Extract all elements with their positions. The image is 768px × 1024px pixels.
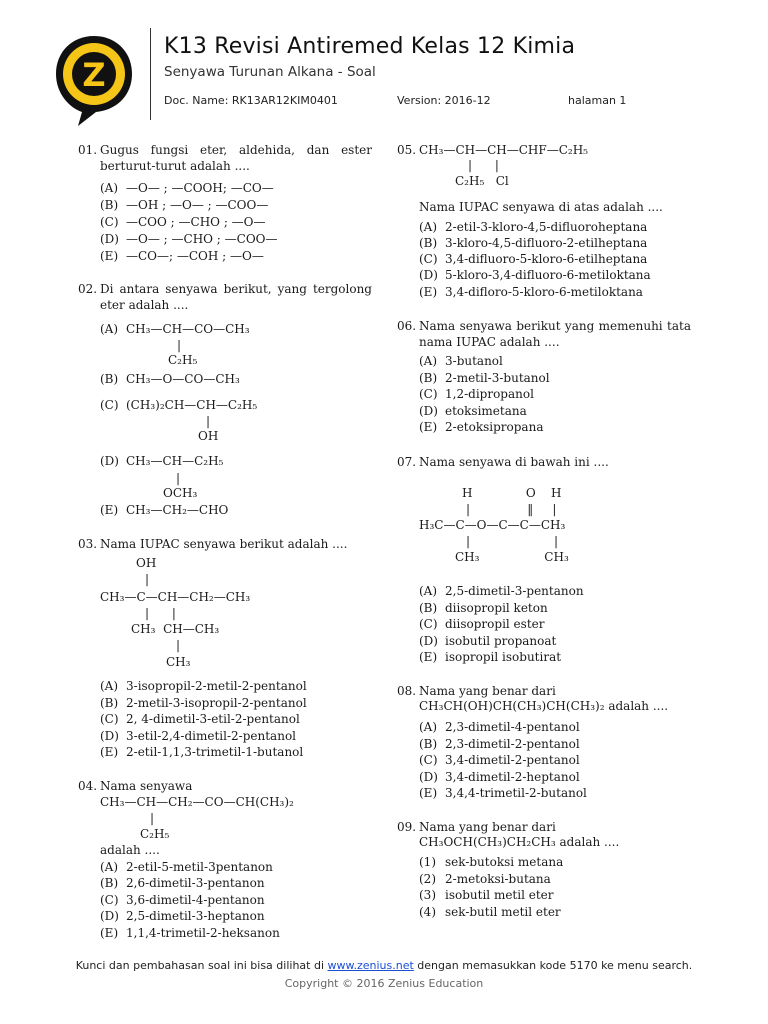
option-a: (A) 2-etil-5-metil-3pentanon bbox=[100, 860, 273, 874]
formula: CH₃—O—CO—CH₃ bbox=[126, 372, 240, 386]
question-text: Nama IUPAC senyawa berikut adalah .... bbox=[100, 537, 348, 551]
formula: CH₃—CH—C₂H₅ bbox=[126, 454, 224, 468]
option-d: (D) 2,5-dimetil-3-heptanon bbox=[100, 909, 265, 923]
option-a: (A) CH₃—CH—CO—CH₃ bbox=[100, 322, 250, 336]
page-number: halaman 1 bbox=[568, 94, 627, 107]
option-e: (E) 2-etil-1,1,3-trimetil-1-butanol bbox=[100, 745, 304, 759]
question-text: Nama senyawa bbox=[100, 779, 193, 793]
option-e: (E) CH₃—CH₂—CHO bbox=[100, 503, 229, 517]
question-number: 03. bbox=[78, 537, 98, 551]
bond-line: | bbox=[145, 572, 150, 586]
question-text: Nama yang benar dari bbox=[419, 684, 556, 698]
structure-main-chain: CH₃—CH—CH—CHF—C₂H₅ bbox=[419, 143, 588, 157]
bond-line: | bbox=[206, 414, 211, 428]
question-number: 07. bbox=[397, 455, 417, 469]
substituent: C₂H₅ Cl bbox=[455, 174, 509, 188]
option-a: (A) —O— ; —COOH; —CO— bbox=[100, 181, 274, 195]
option-d: (D) 3-etil-2,4-dimetil-2-pentanol bbox=[100, 729, 297, 743]
question-number: 08. bbox=[397, 684, 417, 698]
question-text: Nama yang benar dari bbox=[419, 820, 556, 834]
option-1: (1) sek-butoksi metana bbox=[419, 855, 564, 869]
question-number: 09. bbox=[397, 820, 417, 834]
option-c: (C) (CH₃)₂CH—CH—C₂H₅ bbox=[100, 398, 258, 412]
option-d: (D) 5-kloro-3,4-difluoro-6-metiloktana bbox=[419, 268, 651, 282]
option-c: (C) 3,4-dimetil-2-pentanol bbox=[419, 753, 580, 767]
option-e: (E) —CO—; —COH ; —O— bbox=[100, 249, 264, 263]
option-d: (D) 3,4-dimetil-2-heptanol bbox=[419, 770, 580, 784]
page-subtitle: Senyawa Turunan Alkana - Soal bbox=[164, 64, 376, 80]
bond-line: | bbox=[176, 638, 181, 652]
page-title: K13 Revisi Antiremed Kelas 12 Kimia bbox=[164, 34, 576, 59]
question-text: Nama senyawa di bawah ini .... bbox=[419, 455, 609, 469]
option-c: (C) 3,6-dimetil-4-pentanon bbox=[100, 893, 265, 907]
copyright: Copyright © 2016 Zenius Education bbox=[284, 977, 484, 990]
option-a: (A) 3-isopropil-2-metil-2-pentanol bbox=[100, 679, 307, 693]
formula: CH₃—CH—CO—CH₃ bbox=[126, 322, 250, 336]
bond-line: | bbox=[176, 471, 181, 485]
question-text: Di antara senyawa berikut, yang tergolong eter adalah .... bbox=[100, 282, 372, 312]
option-a: (A) 2-etil-3-kloro-4,5-difluoroheptana bbox=[419, 220, 648, 234]
structure-main-chain: CH₃—C—CH—CH₂—CH₃ bbox=[100, 590, 251, 604]
substituent: C₂H₅ bbox=[140, 827, 170, 841]
option-a: (A) 2,5-dimetil-3-pentanon bbox=[419, 584, 584, 598]
option-c: (C) diisopropil ester bbox=[419, 617, 545, 631]
substituent: C₂H₅ bbox=[168, 353, 198, 367]
structure-row: CH₃ CH—CH₃ bbox=[131, 622, 220, 636]
option-b: (B) 2,3-dimetil-2-pentanol bbox=[419, 737, 580, 751]
option-a: (A) 2,3-dimetil-4-pentanol bbox=[419, 720, 580, 734]
question-text: Gugus fungsi eter, aldehida, dan ester berturut-turut adalah .... bbox=[100, 143, 372, 173]
zenius-link[interactable]: www.zenius.net bbox=[327, 959, 414, 972]
doc-version: Version: 2016-12 bbox=[397, 94, 491, 107]
structure-top: H O H bbox=[462, 486, 562, 500]
option-b: (B) —OH ; —O— ; —COO— bbox=[100, 198, 269, 212]
question-number: 06. bbox=[397, 319, 417, 333]
option-e: (E) 3,4,4-trimetil-2-butanol bbox=[419, 786, 587, 800]
structure-top: OH bbox=[136, 556, 157, 570]
formula: (CH₃)₂CH—CH—C₂H₅ bbox=[126, 398, 258, 412]
option-d: (D) etoksimetana bbox=[419, 404, 527, 418]
option-3: (3) isobutil metil eter bbox=[419, 888, 554, 902]
option-b: (B) 2-metil-3-butanol bbox=[419, 371, 550, 385]
substituent: OH bbox=[198, 429, 219, 443]
option-d: (D) CH₃—CH—C₂H₅ bbox=[100, 454, 224, 468]
option-d: (D) —O— ; —CHO ; —COO— bbox=[100, 232, 278, 246]
zenius-logo bbox=[52, 32, 136, 128]
formula: CH₃—CH₂—CHO bbox=[126, 503, 229, 517]
option-b: (B) diisopropil keton bbox=[419, 601, 548, 615]
footer-note: Kunci dan pembahasan soal ini bisa dilihat di www.zenius.net dengan memasukkan kode 5170 ke menu search. bbox=[75, 959, 693, 972]
substituent: OCH₃ bbox=[163, 486, 198, 500]
bond-line: | | bbox=[145, 606, 176, 620]
question-number: 01. bbox=[78, 143, 98, 157]
bond-line: | bbox=[150, 811, 155, 825]
option-c: (C) —COO ; —CHO ; —O— bbox=[100, 215, 266, 229]
question-text-cont: adalah .... bbox=[100, 843, 160, 857]
bond-line: | | bbox=[468, 158, 499, 172]
option-c: (C) 3,4-difluoro-5-kloro-6-etilheptana bbox=[419, 252, 648, 266]
option-e: (E) 1,1,4-trimetil-2-heksanon bbox=[100, 926, 280, 940]
doc-name: Doc. Name: RK13AR12KIM0401 bbox=[164, 94, 338, 107]
option-b: (B) 3-kloro-4,5-difluoro-2-etilheptana bbox=[419, 236, 648, 250]
structure-main-chain: CH₃—CH—CH₂—CO—CH(CH₃)₂ bbox=[100, 795, 294, 809]
structure-main-chain: H₃C—C—O—C—C—CH₃ bbox=[419, 518, 566, 532]
option-c: (C) 1,2-dipropanol bbox=[419, 387, 534, 401]
question-formula: CH₃OCH(CH₃)CH₂CH₃ adalah .... bbox=[419, 835, 620, 849]
bond-line: | bbox=[177, 338, 182, 352]
option-b: (B) 2,6-dimetil-3-pentanon bbox=[100, 876, 265, 890]
bond-line: | ‖ | bbox=[466, 502, 557, 516]
structure-bottom: CH₃ CH₃ bbox=[455, 550, 569, 564]
option-c: (C) 2, 4-dimetil-3-etil-2-pentanol bbox=[100, 712, 300, 726]
option-2: (2) 2-metoksi-butana bbox=[419, 872, 551, 886]
question-number: 02. bbox=[78, 282, 98, 296]
header-divider bbox=[150, 28, 151, 120]
structure-row: CH₃ bbox=[166, 655, 191, 669]
option-b: (B) 2-metil-3-isopropil-2-pentanol bbox=[100, 696, 307, 710]
option-4: (4) sek-butil metil eter bbox=[419, 905, 561, 919]
question-number: 04. bbox=[78, 779, 98, 793]
question-text: Nama IUPAC senyawa di atas adalah .... bbox=[419, 200, 663, 214]
option-e: (E) 2-etoksipropana bbox=[419, 420, 544, 434]
option-d: (D) isobutil propanoat bbox=[419, 634, 557, 648]
option-a: (A) 3-butanol bbox=[419, 354, 503, 368]
question-formula: CH₃CH(OH)CH(CH₃)CH(CH₃)₂ adalah .... bbox=[419, 699, 669, 713]
question-text: Nama senyawa berikut yang memenuhi tata nama IUPAC adalah .... bbox=[419, 319, 691, 349]
logo-letter: Z bbox=[82, 56, 106, 94]
option-e: (E) isopropil isobutirat bbox=[419, 650, 562, 664]
question-number: 05. bbox=[397, 143, 417, 157]
option-e: (E) 3,4-difloro-5-kloro-6-metiloktana bbox=[419, 285, 643, 299]
option-b: (B) CH₃—O—CO—CH₃ bbox=[100, 372, 240, 386]
bond-line: | | bbox=[466, 534, 559, 548]
